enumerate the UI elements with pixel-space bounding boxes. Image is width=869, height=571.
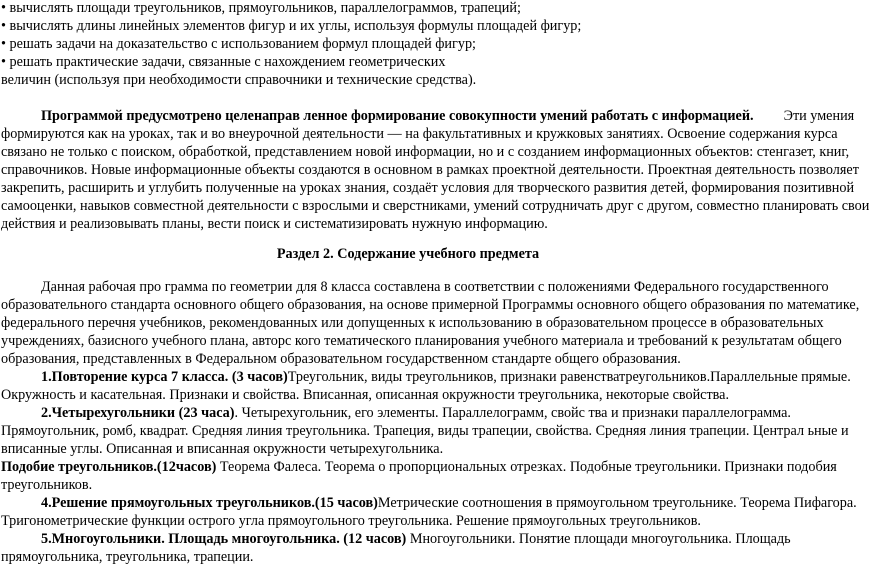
topic-1 [1, 369, 851, 387]
program-paragraph-first-line [1, 108, 855, 126]
topic-5-text: Многоугольники. Понятие площади многоугольника. Площадь [406, 531, 791, 547]
topic-2-heading: 2.Четырехугольники (23 часа) [41, 405, 235, 421]
topic-2-continuation-1: Прямоугольник, ромб, квадрат. Средняя линия треугольника. Трапеция, виды трапеции, свойства. Средняя линия трапеции. Централ ьные и [1, 423, 849, 439]
topic-4-continuation: Тригонометрические функции острого угла прямоугольного треугольника. Решение прямоугольных треугольников. [1, 513, 701, 529]
topic-2-text: . Четырехугольник, его элементы. Параллелограмм, свойс тва и признаки параллелограмма. [234, 405, 791, 421]
topic-1-continuation: Окружность и касательная. Признаки и свойства. Вписанная, описанная окружности треугольника, некоторые свойства. [1, 387, 730, 403]
topic-2 [1, 405, 814, 423]
topic-4-text: Метрические соотношения в прямоугольном треугольнике. Теорема Пифагора. [377, 495, 857, 511]
topic-3-continuation: треугольников. [1, 477, 93, 493]
program-line-4: закрепить, расширить и углубить полученные на уроках знания, создаёт условия для творческого развития детей, формирования позитивной [1, 180, 855, 196]
bullet-linear-elements: • вычислять длины линейных элементов фигур и их углы, используя формулы площадей фигур; [1, 18, 582, 34]
program-lead-rest: Эти умения [783, 108, 855, 124]
topic-4 [1, 495, 857, 513]
program-line-5 [1, 198, 869, 216]
topic-4-heading: 4.Решение прямоугольных треугольников.(15 часов) [41, 495, 378, 511]
intro-line-5: образования, представленных в Федеральном образовательном государственном стандарте общего образования. [1, 351, 681, 367]
topic-1-heading: 1.Повторение курса 7 класса. (3 часов) [41, 369, 288, 385]
topic-3 [1, 459, 837, 477]
topic-2-continuation-2: вписанные углы. Описанная и вписанная окружности четырехугольника. [1, 441, 444, 457]
program-line-6: действия и реализовывать планы, вести поиск и систематизировать нужную информацию. [1, 216, 548, 232]
bullet-area-formulas: • вычислять площади треугольников, прямоугольников, параллелограммов, трапеций; [1, 0, 521, 16]
topic-3-heading: Подобие треугольников.(12часов) [1, 459, 217, 475]
program-line-1: формируются как на уроках, так и во внеурочной деятельности — на факультативных и кружковых занятиях. Освоение содержания курса [1, 126, 838, 142]
topic-5-continuation: прямоугольника, треугольника, трапеции. [1, 549, 254, 565]
section-title: Раздел 2. Содержание учебного предмета [276, 246, 540, 262]
program-line-3: справочников. Новые информационные объекты создаются в основном в рамках проектной деятельности. Проектная деятельность позволяет [1, 162, 859, 178]
program-line-2: связано не только с поиском, обработкой, представлением новой информации, но и с созданием информационных объектов: стенгазет, книг, [1, 144, 850, 160]
intro-line-2: образовательного стандарта основного общего образования, на основе примерной Программы основного общего образования по математике, [1, 297, 860, 313]
program-bold-lead: Программой предусмотрено целенаправ ленное формирование совокупности умений работать с информацией. [41, 108, 754, 124]
bullet-continuation: величин (используя при необходимости справочники и технические средства). [1, 72, 477, 88]
program-line-5-text: самооценки, навыков совместной деятельности с взрослыми и сверстниками, умений сотрудничать друг с другом, совместно планировать свои [1, 198, 869, 214]
bullet-proof-tasks: • решать задачи на доказательство с использованием формул площадей фигур; [1, 36, 476, 52]
bullet-practical-tasks: • решать практические задачи, связанные с нахождением геометрических [1, 54, 446, 70]
topic-5 [1, 531, 814, 549]
intro-line-3: федерального перечня учебников, рекомендованных или допущенных к использованию в образовательном процессе в образовательных [1, 315, 824, 331]
intro-line-1: Данная рабочая про грамма по геометрии для 8 класса составлена в соответствии с положениями Федерального государственного [41, 279, 829, 295]
topic-1-text: Треугольник, виды треугольников, признаки равенстватреугольников.Параллельные прямые. [287, 369, 851, 385]
topic-3-text: Теорема Фалеса. Теорема о пропорциональных отрезках. Подобные треугольники. Признаки подобия [216, 459, 837, 475]
topic-5-heading: 5.Многоугольники. Площадь многоугольника. (12 часов) [41, 531, 407, 547]
intro-line-4: учреждениях, базисного учебного плана, авторс кого тематического планирования учебного материала и требований к результатам общего [1, 333, 842, 349]
